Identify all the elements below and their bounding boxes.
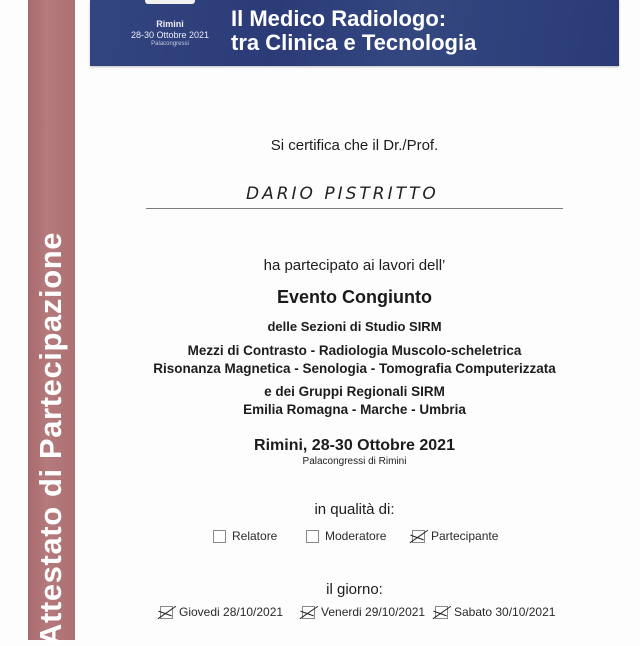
role-option-moderatore[interactable] <box>306 529 386 543</box>
role-heading: in qualità di: <box>314 501 395 518</box>
day-option-giovedi[interactable] <box>160 605 283 619</box>
role-label: Partecipante <box>431 529 499 543</box>
side-strip-title: Attestato di Partecipazione <box>33 231 68 646</box>
role-option-relatore[interactable] <box>213 529 277 543</box>
checkbox-moderatore[interactable] <box>306 530 319 543</box>
banner-dates: 28-30 Ottobre 2021 <box>130 30 210 40</box>
checkbox-relatore[interactable] <box>213 530 226 543</box>
header-banner <box>90 0 619 66</box>
participation-text: ha partecipato ai lavori dell’ <box>263 257 446 274</box>
sections-line-1: Mezzi di Contrasto - Radiologia Muscolo-scheletrica <box>187 343 522 358</box>
day-option-venerdi[interactable] <box>302 605 425 619</box>
role-label: Relatore <box>232 529 278 543</box>
recipient-name-handwritten: DARIO PISTRITTO <box>246 184 439 204</box>
checkbox-venerdi-checked[interactable] <box>302 606 315 619</box>
logo-icon <box>145 0 195 4</box>
checkbox-sabato-checked[interactable] <box>435 606 448 619</box>
banner-title-line1: Il Medico Radiologo: <box>231 6 447 31</box>
day-label: Venerdi 29/10/2021 <box>321 605 426 619</box>
event-title: Evento Congiunto <box>277 287 432 307</box>
regions: Emilia Romagna - Marche - Umbria <box>243 402 466 417</box>
place-date: Rimini, 28-30 Ottobre 2021 <box>254 437 455 454</box>
name-line <box>146 208 563 209</box>
checkbox-partecipante-checked[interactable] <box>412 530 425 543</box>
day-label: Giovedi 28/10/2021 <box>179 605 284 619</box>
checkbox-giovedi-checked[interactable] <box>160 606 173 619</box>
banner-city: Rimini <box>156 19 184 29</box>
banner-location <box>110 20 230 47</box>
sections-heading: delle Sezioni di Studio SIRM <box>267 319 442 334</box>
sections-line-2: Risonanza Magnetica - Senologia - Tomografia Computerizzata <box>153 361 556 376</box>
role-options <box>90 529 619 547</box>
certify-intro: Si certifica che il Dr./Prof. <box>270 137 439 154</box>
day-label: Sabato 30/10/2021 <box>454 605 556 619</box>
banner-venue: Palacongressi <box>151 41 189 47</box>
banner-title-line2: tra Clinica e Tecnologia <box>231 30 477 55</box>
day-option-sabato[interactable] <box>435 605 555 619</box>
role-label: Moderatore <box>325 529 387 543</box>
groups-heading: e dei Gruppi Regionali SIRM <box>264 384 445 399</box>
day-options <box>90 605 619 623</box>
banner-title <box>231 7 476 55</box>
day-heading: il giorno: <box>326 581 383 598</box>
role-option-partecipante[interactable] <box>412 529 498 543</box>
venue: Palacongressi di Rimini <box>302 456 407 467</box>
